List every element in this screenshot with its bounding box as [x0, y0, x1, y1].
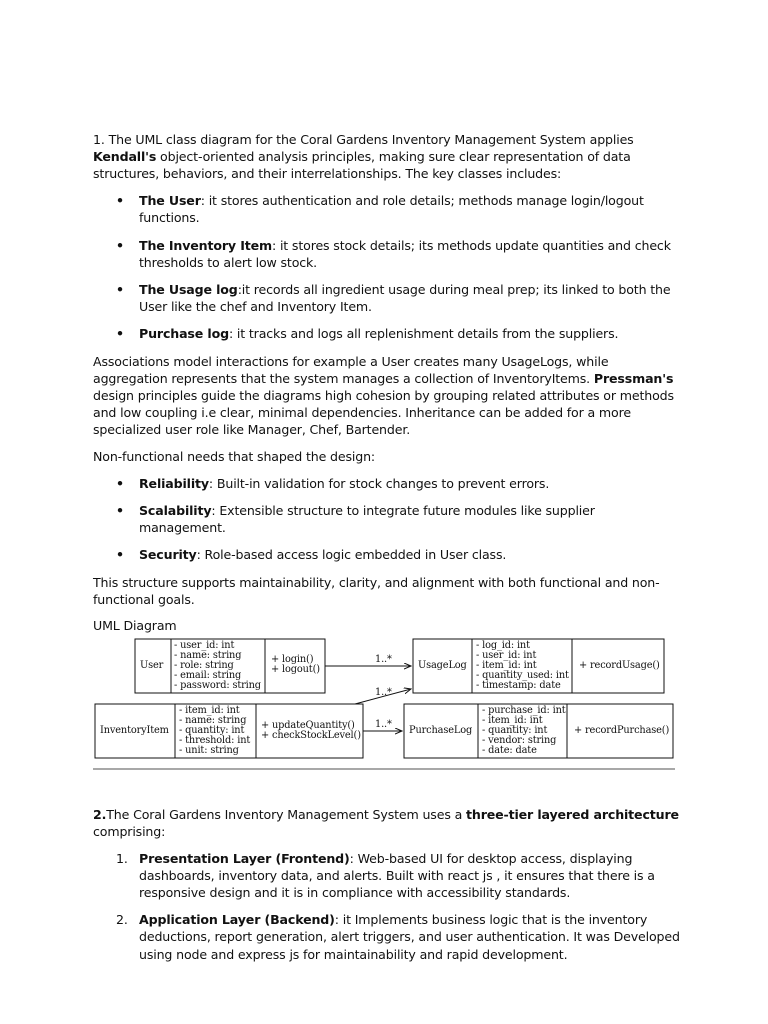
svg-text:- role: string: - role: string [174, 659, 234, 671]
purchaselog-class-name: PurchaseLog [409, 724, 473, 736]
architecture-bold: three-tier layered architecture [466, 806, 679, 822]
svg-text:- purchase_id: int: - purchase_id: int [482, 704, 566, 716]
svg-text:- item_id: int: - item_id: int [476, 659, 537, 671]
svg-text:- name: string: - name: string [179, 714, 247, 726]
list-item: 1. Presentation Layer (Frontend): Web-based UI for desktop access, displaying dashboards, inventory data, and alerts. Built with react js , it ensures that there is a responsive design and it is in compliance with accessibility standards. [116, 850, 655, 900]
svg-text:- quantity: int: - quantity: int [179, 724, 245, 736]
multiplicity-label: 1..* [375, 686, 392, 698]
uml-diagram-svg [93, 637, 683, 782]
closing-paragraph: This structure supports maintainability, clarity, and alignment with both functional and non-functional goals. [93, 574, 660, 607]
kendall-bold: Kendall's [93, 149, 157, 165]
svg-text:+ recordPurchase(): + recordPurchase() [574, 724, 670, 736]
list-item: • Scalability: Extensible structure to integrate future modules like supplier management. [93, 502, 683, 536]
architecture-layers-list [93, 850, 683, 963]
section2-intro: 2.The Coral Gardens Inventory Management System uses a three-tier layered architecture comprising: [93, 806, 679, 839]
uml-diagram [93, 637, 683, 782]
diagram-label: UML Diagram [93, 618, 177, 634]
uml-class-usagelog [413, 639, 664, 693]
intro-paragraph: 1. The UML class diagram for the Coral Gardens Inventory Management System applies Kendall's object-oriented analysis principles, making sure clear representation of data structures, behaviors, and their interrelationships. The key classes includes: [93, 132, 634, 182]
list-item: • The Inventory Item: it stores stock details; its methods update quantities and check thresholds to alert low stock. [93, 237, 683, 271]
uml-class-user [135, 639, 325, 693]
svg-text:- vendor: string: - vendor: string [482, 734, 557, 746]
svg-text:- password: string: - password: string [174, 679, 261, 691]
svg-text:- email: string: - email: string [174, 669, 242, 681]
svg-text:- quantity: int: - quantity: int [482, 724, 548, 736]
nonfunctional-list [93, 475, 683, 564]
svg-text:+ updateQuantity(): + updateQuantity() [261, 719, 355, 731]
svg-text:- user_id: int: - user_id: int [476, 649, 537, 661]
nonfunctional-intro: Non-functional needs that shaped the design: [93, 449, 376, 465]
uml-class-inventoryitem [95, 704, 363, 758]
svg-text:- timestamp: date: - timestamp: date [476, 679, 561, 691]
document-page [93, 131, 683, 973]
svg-text:+ logout(): + logout() [271, 663, 320, 675]
user-class-name: User [140, 659, 164, 671]
list-item: • The User: it stores authentication and role details; methods manage login/logout functions. [93, 192, 683, 226]
multiplicity-label: 1..* [375, 718, 392, 730]
uml-class-purchaselog [404, 704, 673, 758]
horizontal-rule [93, 768, 675, 770]
svg-text:- threshold: int: - threshold: int [179, 734, 251, 746]
multiplicity-label: 1..* [375, 653, 392, 665]
list-item: • The Usage log:it records all ingredient usage during meal prep; its linked to both the User like the chef and Inventory Item. [93, 281, 683, 315]
list-item: 2. Application Layer (Backend): it Implements business logic that is the inventory deductions, report generation, alert triggers, and user authentication. It was Developed using node and express js for maintainability and rapid development. [116, 912, 680, 962]
usagelog-class-name: UsageLog [418, 659, 467, 671]
svg-text:- user_id: int: - user_id: int [174, 639, 235, 651]
inventoryitem-class-name: InventoryItem [100, 724, 169, 736]
svg-text:- item_id: int: - item_id: int [482, 714, 543, 726]
svg-text:- name: string: - name: string [174, 649, 242, 661]
svg-text:+ checkStockLevel(): + checkStockLevel() [261, 729, 361, 741]
svg-text:- item_id: int: - item_id: int [179, 704, 240, 716]
svg-text:+ recordUsage(): + recordUsage() [579, 659, 660, 671]
associations-paragraph: Associations model interactions for example a User creates many UsageLogs, while aggregation represents that the system manages a collection of InventoryItems. Pressman's design principles guide the diagrams high cohesion by grouping related attributes or methods and low coupling i.e clear, minimal dependencies. Inheritance can be added for a more specialized user role like Manager, Chef, Bartender. [93, 353, 674, 438]
list-item: • Security: Role-based access logic embedded in User class. [93, 546, 683, 563]
list-item: • Reliability: Built-in validation for stock changes to prevent errors. [93, 475, 683, 492]
svg-text:- log_id: int: - log_id: int [476, 639, 530, 651]
svg-text:- date: date: - date: date [482, 744, 537, 756]
svg-text:- quantity_used: int: - quantity_used: int [476, 669, 569, 681]
list-item: • Purchase log: it tracks and logs all replenishment details from the suppliers. [93, 325, 683, 342]
key-classes-list [93, 192, 683, 342]
pressman-bold: Pressman's [593, 370, 674, 386]
svg-text:+ login(): + login() [271, 653, 314, 665]
svg-text:- unit: string: - unit: string [179, 744, 239, 756]
